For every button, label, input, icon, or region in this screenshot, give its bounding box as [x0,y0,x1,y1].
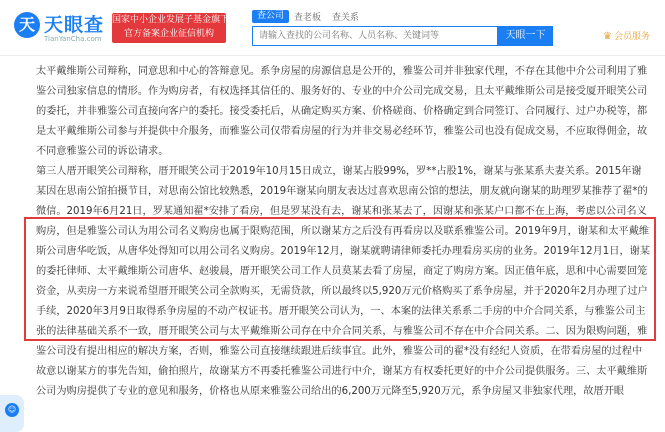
tab-boss[interactable]: 查老板 [294,13,322,23]
tab-relation[interactable]: 查关系 [332,13,360,23]
search-button[interactable]: 天眼一下 [498,26,553,46]
official-badge [112,13,230,43]
site-header [0,0,665,56]
paragraph-defendant-argument: 太平戴维斯公司辩称，同意思和中心的答辩意见。系争房屋的房源信息是公开的，雅鉴公司并非独家代理，不存在其他中介公司利用了雅鉴公司独家信息的情形。作为购房者，有权选择其信任的、服务好的、专业的中介公司完成交易，且太平戴维斯公司是接受厦开眼笑公司的委托，并非雅鉴公司直接向客户的委托。接受委托后，从确定购买方案、价格磋商、价格确定到合同签订、合同履行、过户办税等，都是太平戴维斯公司参与并提供中介服务，而雅鉴公司仅带看房屋的行为并非交易必经环节，雅鉴公司也没有促成交易，不应取得佣金，故不同意雅鉴公司的诉讼请求。 [36,66,648,157]
highlight-box [24,217,656,341]
logo-url: TianYanCha.com [44,35,102,43]
paragraph-third-party-argument: 第三人厝开眼笑公司辩称，厝开眼笑公司于2019年10月15日成立，谢某占股99%，罗**占股1%，谢某与张某系夫妻关系。2015年谢某因在思南公馆拍摄节目，对思南公馆比较熟悉，2019年谢某向朋友表达过喜欢思南公馆的想法，朋友就向谢某的助理罗某推荐了翟*的微信。2019年6月21日，罗某通知翟*安排了看房，但是罗某没有去，谢某和张某去了，因谢某和张某户口都不在上海，考虑以公司名义购房，但是雅鉴公司认为用公司名义购房也属于限购范围，所以谢某方之后没有再看房以及联系雅鉴公司。2019年9月，谢某和太平戴维斯公司唐华吃饭，从唐华处得知可以用公司名义购房。2019年12月，谢某就聘请律师委托办理看房买房的业务。2019年12月1日，谢某的委托律师、太平戴维斯公司唐华、赵骏晨，厝开眼笑公司工作人员莫某去看了房屋，商定了购房方案。因正值年底，思和中心需要回笼资金，从卖房一方来说希望厝开眼笑公司全款购买，无需贷款，所以最终以5,920万元价格购买了系争房屋，并于2020年2月办理了过户手续，2020年3月9日取得系争房屋的不动产权证书。厝开眼笑公司认为，一、本案的法律关系系二手房的中介合同关系，与雅鉴公司主张的法律基础关系不一致，厝开眼笑公司与太平戴维斯公司存在中介合同关系，与雅鉴公司不存在中介合同关系。二、因为限购问题，雅鉴公司没有提出相应的解决方案，否则，雅鉴公司直接继续跟进后续事宜。此外，雅鉴公司的翟*没有经纪人资质，在带看房屋的过程中故意以谢某方的事先告知，偷拍照片，故谢某方不再委托雅鉴公司进行中介，谢某方有权委托更好的中介公司提供服务。三、太平戴维斯公司为购房提供了专业的意见和服务，价格也从原来雅鉴公司给出的6,200万元降至5,920万元，系争房屋又非独家代理，故厝开眼 [36,166,651,397]
chat-icon: ☺ [5,403,19,417]
site-logo[interactable] [14,10,109,46]
badge-line-2: 官方备案企业征信机构 [123,29,214,39]
member-label: 会员服务 [613,32,650,42]
crown-icon: ♛ [603,31,612,42]
tab-company[interactable]: 查公司 [252,10,289,23]
side-chat-widget[interactable] [0,395,24,432]
member-service-link[interactable] [603,29,650,42]
logo-name: 天眼查 [44,14,105,36]
badge-line-1: 国家中小企业发展子基金旗下 [112,15,230,25]
logo-eye-icon: 天 [14,12,40,38]
search-input[interactable] [252,26,498,46]
